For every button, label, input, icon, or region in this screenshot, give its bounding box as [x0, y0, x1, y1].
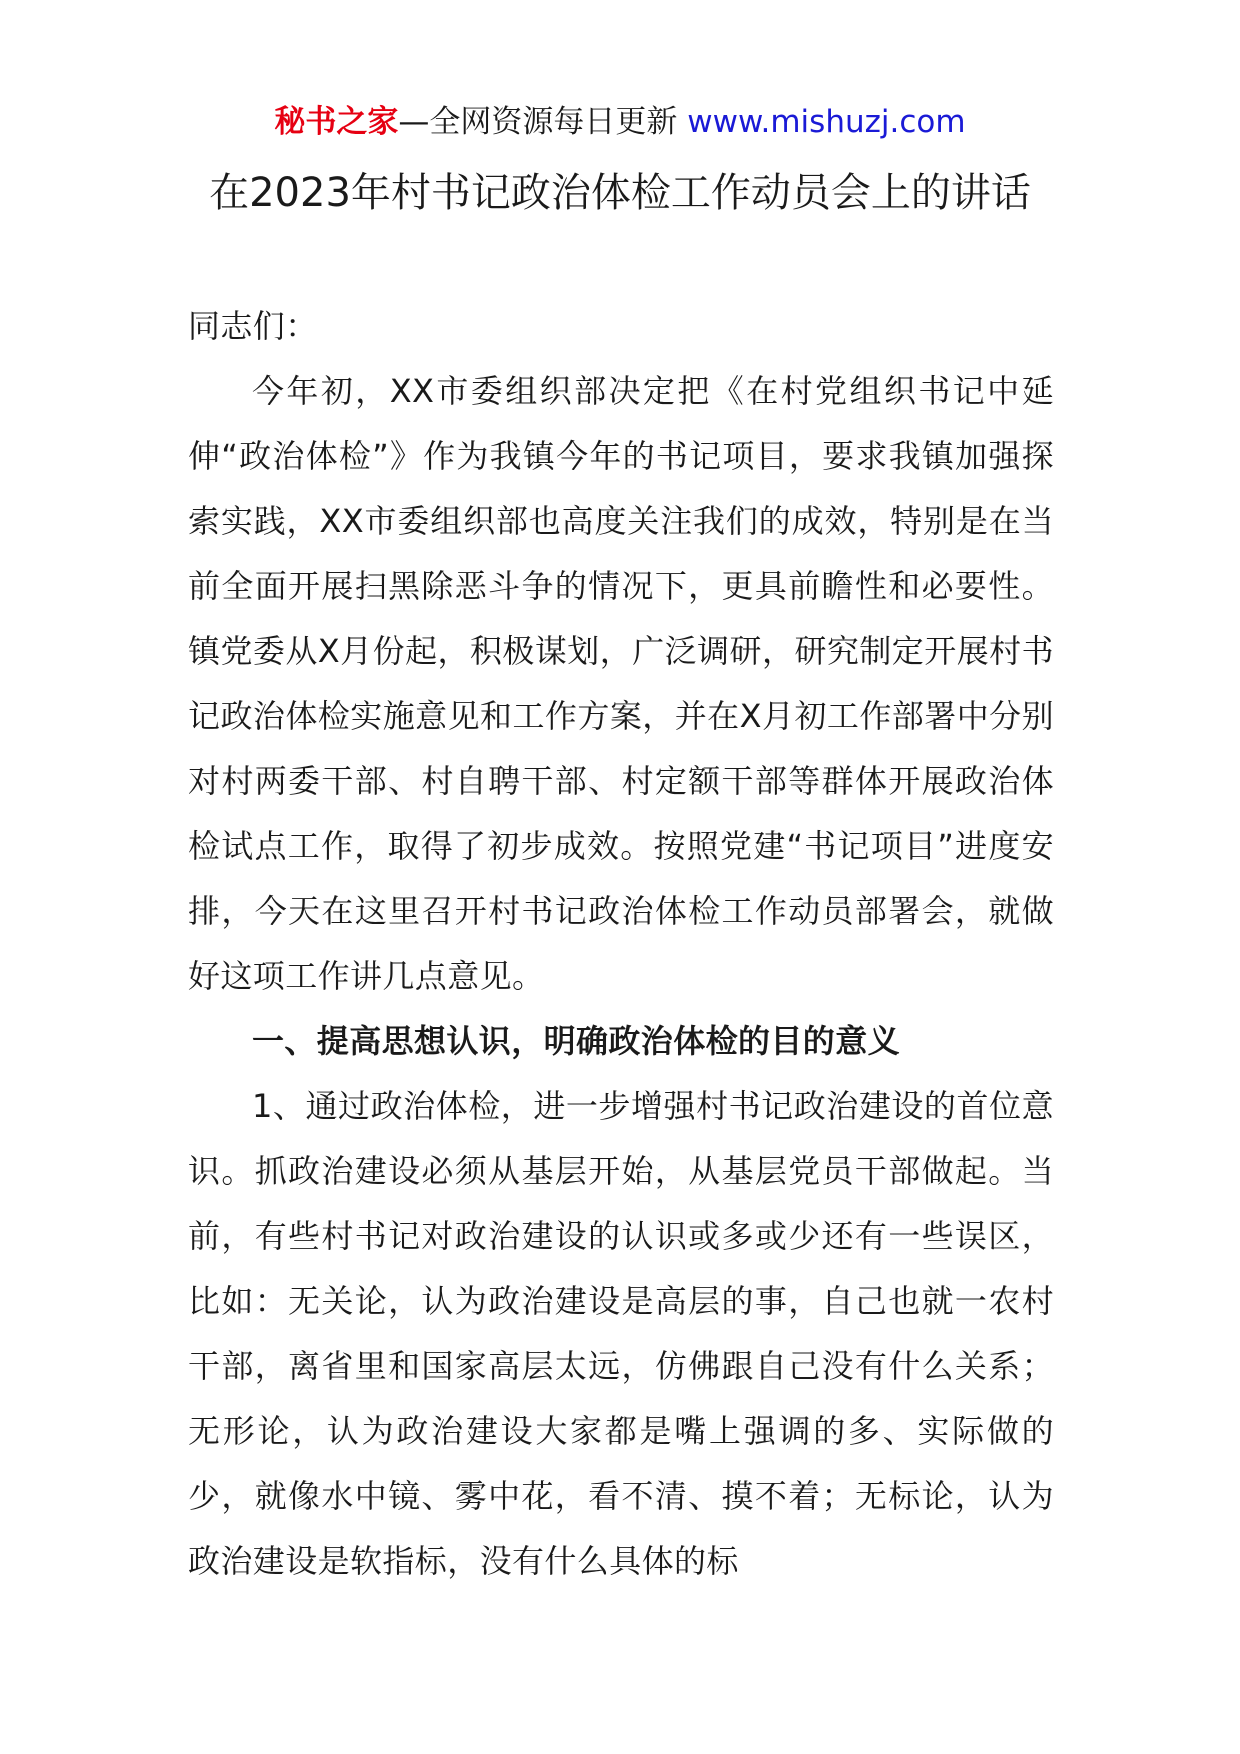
site-tagline: —全网资源每日更新 — [398, 104, 688, 140]
site-name: 秘书之家 — [274, 104, 399, 140]
document-title: 在2023年村书记政治体检工作动员会上的讲话 — [209, 170, 1031, 216]
document-body — [188, 294, 1054, 1594]
site-header — [0, 100, 1240, 144]
intro-paragraph: 今年初，XX市委组织部决定把《在村党组织书记中延伸“政治体检”》作为我镇今年的书记项目，要求我镇加强探索实践，XX市委组织部也高度关注我们的成效，特别是在当前全面开展扫黑除恶斗争的情况下，更具前瞻性和必要性。镇党委从X月份起，积极谋划，广泛调研，研究制定开展村书记政治体检实施意见和工作方案，并在X月初工作部署中分别对村两委干部、村自聘干部、村定额干部等群体开展政治体检试点工作，取得了初步成效。按照党建“书记项目”进度安排，今天在这里召开村书记政治体检工作动员部署会，就做好这项工作讲几点意见。 — [188, 372, 1054, 995]
salutation: 同志们： — [188, 307, 318, 345]
section-paragraph: 1、通过政治体检，进一步增强村书记政治建设的首位意识。抓政治建设必须从基层开始，从基层党员干部做起。当前，有些村书记对政治建设的认识或多或少还有一些误区，比如：无关论，认为政治建设是高层的事，自己也就一农村干部，离省里和国家高层太远，仿佛跟自己没有什么关系；无形论，认为政治建设大家都是嘴上强调的多、实际做的少，就像水中镜、雾中花，看不清、摸不着；无标论，认为政治建设是软指标，没有什么具体的标 — [188, 1087, 1054, 1580]
section-heading: 一、提高思想认识，明确政治体检的目的意义 — [252, 1022, 901, 1060]
site-url-link[interactable]: www.mishuzj.com — [687, 104, 966, 140]
